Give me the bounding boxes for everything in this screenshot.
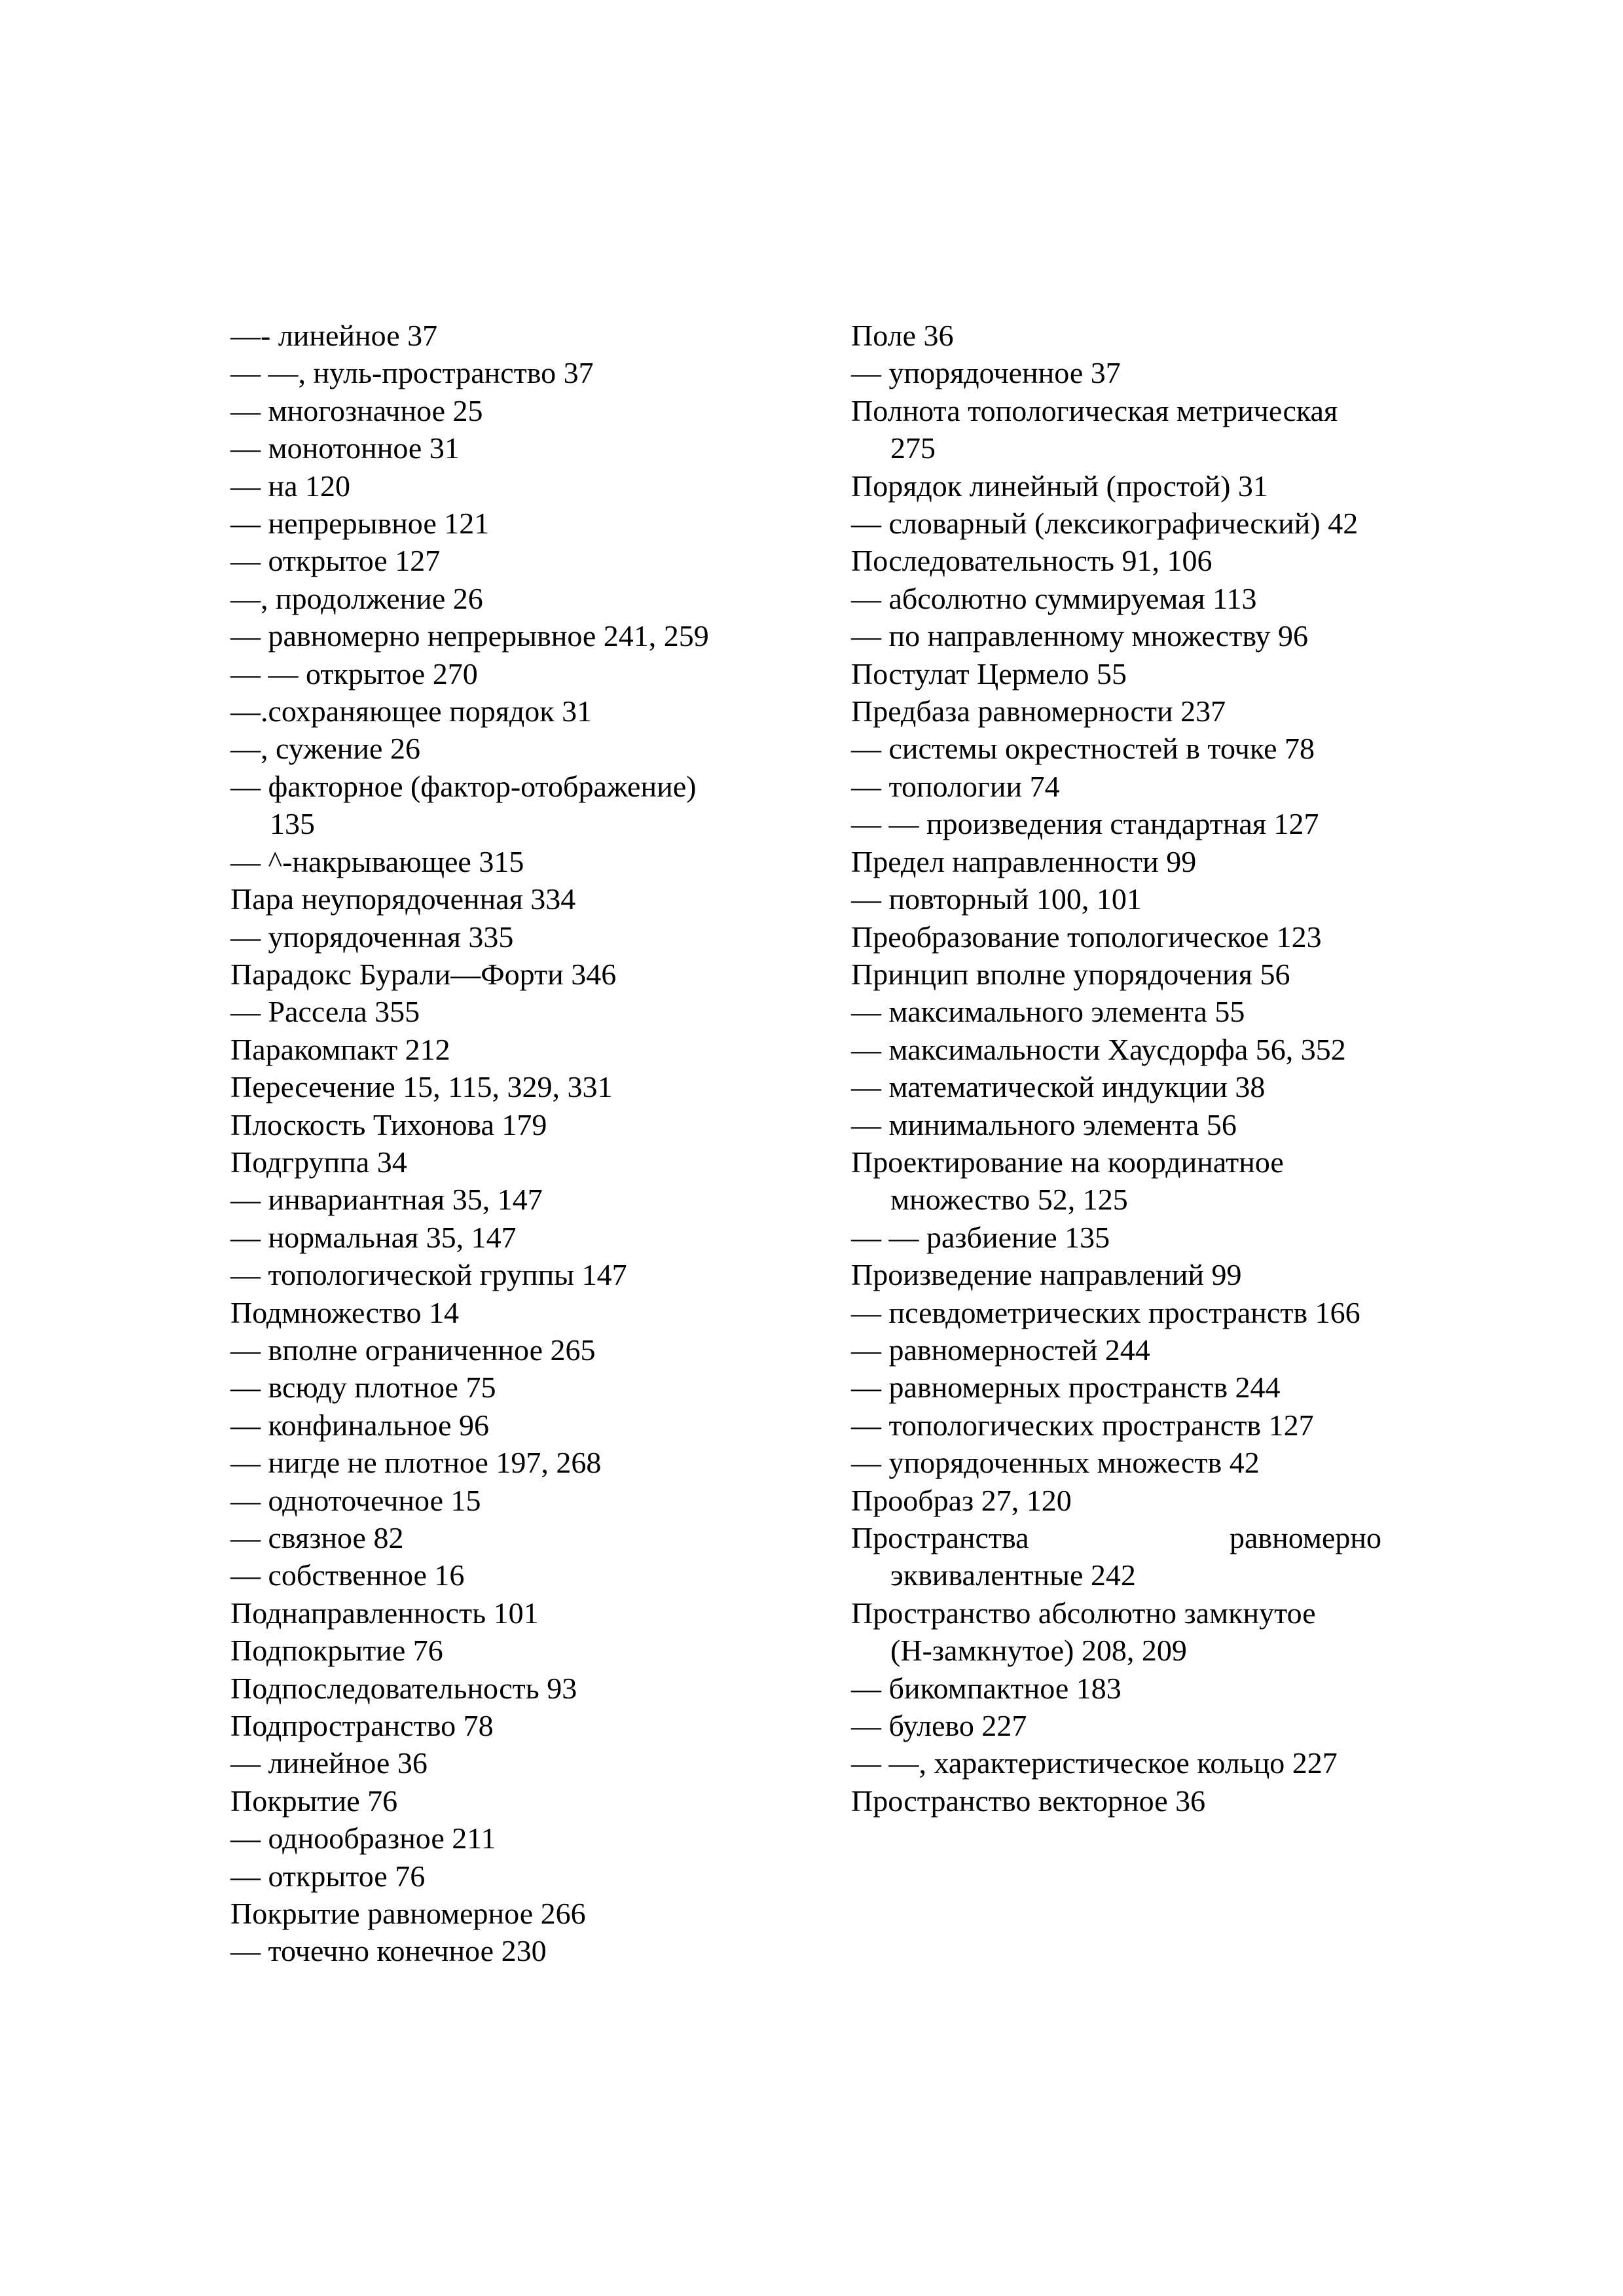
- index-column-right: [851, 317, 1381, 1820]
- index-entry: Преобразование топологическое 123: [851, 920, 1322, 954]
- index-entry: — повторный 100, 101: [851, 882, 1142, 916]
- index-entry: — факторное (фактор-отображение) 135: [230, 769, 697, 841]
- index-entry: — нигде не плотное 197, 268: [230, 1446, 602, 1480]
- index-entry: — непрерывное 121: [230, 507, 490, 541]
- index-entry: Парадокс Бурали—Форти 346: [230, 957, 617, 991]
- index-entry: — — открытое 270: [230, 656, 478, 691]
- index-entry: —, продолжение 26: [230, 581, 483, 615]
- index-entry: — одноточечное 15: [230, 1483, 481, 1517]
- index-entry: Принцип вполне упорядочения 56: [851, 957, 1290, 991]
- index-entry: Предбаза равномерности 237: [851, 694, 1226, 728]
- index-entry: — инвариантная 35, 147: [230, 1183, 543, 1217]
- index-entry: — математической индукции 38: [851, 1070, 1266, 1104]
- index-entry: Покрытие равномерное 266: [230, 1897, 586, 1931]
- index-entry: — — разбиение 135: [851, 1220, 1110, 1254]
- index-entry: — монотонное 31: [230, 431, 460, 465]
- index-entry: Последовательность 91, 106: [851, 544, 1213, 578]
- index-entry: Прообраз 27, 120: [851, 1483, 1072, 1517]
- index-entry: — равномерно непрерывное 241, 259: [230, 619, 709, 653]
- index-entry: Пространство абсолютно замкнутое: [851, 1596, 1316, 1630]
- index-entry: Плоскость Тихонова 179: [230, 1107, 547, 1141]
- index-entry: — топологических пространств 127: [851, 1408, 1314, 1442]
- index-entry: — собственное 16: [230, 1558, 465, 1592]
- index-entry: Предел направленности 99: [851, 844, 1197, 878]
- index-entry: — на 120: [230, 469, 351, 503]
- index-entry: Подгруппа 34: [230, 1145, 407, 1179]
- index-entry: Паракомпакт 212: [230, 1032, 450, 1066]
- index-entry: Поднаправленность 101: [230, 1596, 539, 1630]
- index-entry: — вполне ограниченное 265: [230, 1333, 596, 1367]
- index-entry: Произведение направлений 99: [851, 1258, 1242, 1292]
- index-entry: — равномерных пространств 244: [851, 1371, 1281, 1405]
- index-entry: — —, нуль-пространство 37: [230, 356, 594, 390]
- index-entry: Подпространство 78: [230, 1709, 494, 1743]
- index-entry: — топологии 74: [851, 769, 1060, 803]
- index-entry: — открытое 76: [230, 1859, 426, 1893]
- index-entry: — упорядоченная 335: [230, 920, 514, 954]
- index-entry: — максимальности Хаусдорфа 56, 352: [851, 1032, 1346, 1066]
- index-entry: Подпокрытие 76: [230, 1634, 443, 1668]
- index-entry: — словарный (лексикографический) 42: [851, 507, 1359, 541]
- index-entry: — Рассела 355: [230, 995, 420, 1029]
- index-entry: —, сужение 26: [230, 732, 420, 766]
- index-entry: — однообразное 211: [230, 1821, 496, 1856]
- index-entry-continuation: (H-замкнутое) 208, 209: [890, 1634, 1187, 1668]
- index-entry: —.сохраняющее порядок 31: [230, 694, 593, 728]
- index-entry: — топологической группы 147: [230, 1258, 627, 1292]
- index-entry: — псевдометрических пространств 166: [851, 1295, 1360, 1329]
- index-entry: Проектирование на координатное множество 52, 125: [851, 1145, 1284, 1217]
- index-entry: Пространства равномерно эквивалентные 242: [851, 1521, 1381, 1592]
- index-entry: Подпоследовательность 93: [230, 1671, 577, 1705]
- index-entry: —- линейное 37: [230, 319, 438, 352]
- index-entry: — упорядоченных множеств 42: [851, 1446, 1260, 1480]
- index-column-left: [230, 317, 774, 1970]
- index-entry: — булево 227: [851, 1709, 1027, 1743]
- index-entry: — — произведения стандартная 127: [851, 807, 1319, 841]
- index-entry: — по направленному множеству 96: [851, 619, 1309, 653]
- index-entry: — нормальная 35, 147: [230, 1220, 517, 1254]
- index-entry: — минимального элемента 56: [851, 1107, 1237, 1141]
- index-entry: Пересечение 15, 115, 329, 331: [230, 1070, 613, 1104]
- index-entry: Покрытие 76: [230, 1784, 398, 1818]
- index-entry: — ^-накрывающее 315: [230, 844, 524, 878]
- index-entry: — максимального элемента 55: [851, 995, 1245, 1029]
- index-entry: — системы окрестностей в точке 78: [851, 732, 1315, 766]
- index-entry: — линейное 36: [230, 1746, 428, 1780]
- index-entry: — многозначное 25: [230, 393, 483, 427]
- index-entry: Порядок линейный (простой) 31: [851, 469, 1268, 503]
- index-entry: — бикомпактное 183: [851, 1671, 1122, 1705]
- index-entry: — всюду плотное 75: [230, 1371, 496, 1405]
- index-entry: — упорядоченное 37: [851, 356, 1121, 390]
- index-entry: Поле 36: [851, 319, 954, 352]
- index-entry: Подмножество 14: [230, 1295, 460, 1329]
- index-entry: Постулат Цермело 55: [851, 656, 1127, 691]
- index-entry: Полнота топологическая метрическая 275: [851, 393, 1338, 465]
- index-entry: Пара неупорядоченная 334: [230, 882, 576, 916]
- index-entry: — связное 82: [230, 1521, 404, 1554]
- index-entry: — конфинальное 96: [230, 1408, 490, 1442]
- index-entry: — абсолютно суммируемая 113: [851, 581, 1257, 615]
- index-entry: — открытое 127: [230, 544, 441, 578]
- index-entry: — равномерностей 244: [851, 1333, 1150, 1367]
- index-entry: — —, характеристическое кольцо 227: [851, 1746, 1338, 1780]
- index-entry: — точечно конечное 230: [230, 1934, 547, 1968]
- index-entry: Пространство векторное 36: [851, 1784, 1206, 1818]
